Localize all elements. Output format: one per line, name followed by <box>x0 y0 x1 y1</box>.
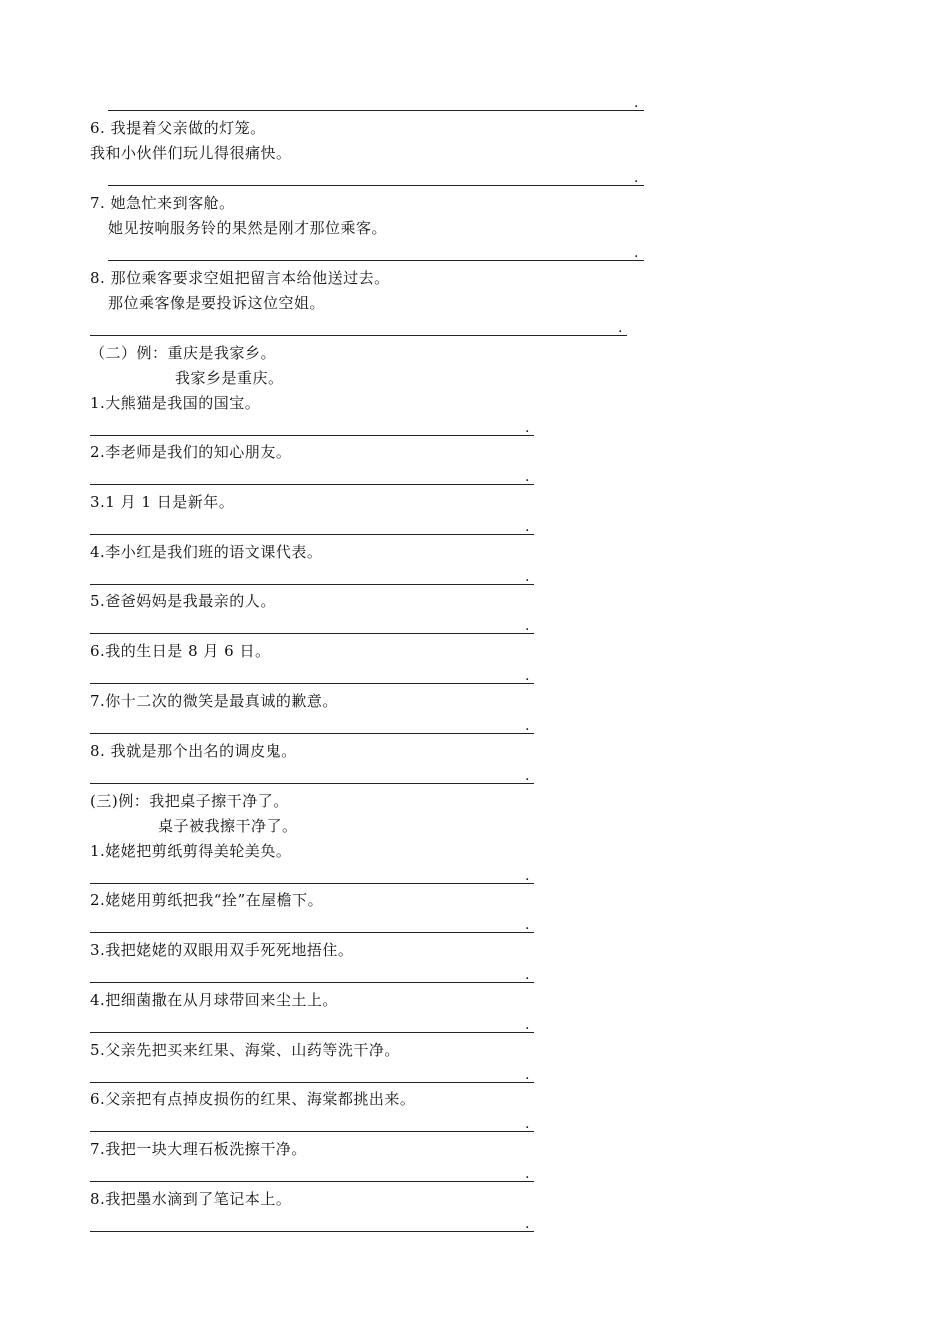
section-2-item-2: 2.李老师是我们的知心朋友。 <box>90 443 292 461</box>
answer-line[interactable] <box>90 1231 534 1232</box>
section-3-item-5: 5.父亲先把买来红果、海棠、山药等洗干净。 <box>90 1041 400 1059</box>
section-3-item-1: 1.姥姥把剪纸剪得美轮美奂。 <box>90 842 292 860</box>
answer-line[interactable] <box>90 932 534 933</box>
line-end-mark: . <box>525 618 530 634</box>
section-3-example-answer: 桌子被我擦干净了。 <box>158 817 298 835</box>
answer-line[interactable] <box>108 185 644 186</box>
answer-line[interactable] <box>90 883 534 884</box>
answer-line[interactable] <box>90 1032 534 1033</box>
line-end-mark: . <box>525 868 530 884</box>
line-end-mark: . <box>525 1067 530 1083</box>
section-3-item-2: 2.姥姥用剪纸把我“拴”在屋檐下。 <box>90 891 324 909</box>
section-2-example-answer: 我家乡是重庆。 <box>175 369 284 387</box>
line-end-mark: . <box>525 1116 530 1132</box>
answer-line[interactable] <box>108 110 644 111</box>
answer-line[interactable] <box>90 484 534 485</box>
section-3-item-4: 4.把细菌撒在从月球带回来尘土上。 <box>90 991 338 1009</box>
answer-line[interactable] <box>90 435 534 436</box>
line-end-mark: . <box>525 718 530 734</box>
question-8-sentence-b: 那位乘客像是要投诉这位空姐。 <box>108 294 326 312</box>
line-end-mark: . <box>525 519 530 535</box>
answer-line[interactable] <box>90 1181 534 1182</box>
section-3-heading: (三)例：我把桌子擦干净了。 <box>90 792 289 810</box>
line-end-mark: . <box>525 1216 530 1232</box>
line-end-mark: . <box>525 668 530 684</box>
question-7-sentence-b: 她见按响服务铃的果然是刚才那位乘客。 <box>108 219 388 237</box>
line-end-mark: . <box>525 917 530 933</box>
line-end-mark: . <box>525 1166 530 1182</box>
section-3-item-7: 7.我把一块大理石板洗擦干净。 <box>90 1140 307 1158</box>
line-end-mark: . <box>525 1017 530 1033</box>
section-2-item-3: 3.1 月 1 日是新年。 <box>90 493 235 511</box>
section-2-item-8: 8. 我就是那个出名的调皮鬼。 <box>90 742 297 760</box>
question-6-sentence-a: 6. 我提着父亲做的灯笼。 <box>90 119 266 137</box>
section-2-heading: （二）例：重庆是我家乡。 <box>90 344 277 362</box>
line-end-mark: . <box>525 569 530 585</box>
answer-line[interactable] <box>90 335 627 336</box>
answer-line[interactable] <box>108 260 644 261</box>
answer-line[interactable] <box>90 733 534 734</box>
answer-line[interactable] <box>90 982 534 983</box>
question-6-sentence-b: 我和小伙伴们玩儿得很痛快。 <box>90 144 292 162</box>
line-end-mark: . <box>634 245 639 261</box>
line-end-mark: . <box>525 967 530 983</box>
line-end-mark: . <box>525 469 530 485</box>
question-7-sentence-a: 7. 她急忙来到客舱。 <box>90 194 235 212</box>
line-end-mark: . <box>525 768 530 784</box>
section-2-item-5: 5.爸爸妈妈是我最亲的人。 <box>90 592 276 610</box>
answer-line[interactable] <box>90 1082 534 1083</box>
section-3-item-8: 8.我把墨水滴到了笔记本上。 <box>90 1190 292 1208</box>
section-3-item-6: 6.父亲把有点掉皮损伤的红果、海棠都挑出来。 <box>90 1090 416 1108</box>
answer-line[interactable] <box>90 783 534 784</box>
answer-line[interactable] <box>90 1131 534 1132</box>
section-3-item-3: 3.我把姥姥的双眼用双手死死地捂住。 <box>90 941 354 959</box>
answer-line[interactable] <box>90 584 534 585</box>
answer-line[interactable] <box>90 534 534 535</box>
question-8-sentence-a: 8. 那位乘客要求空姐把留言本给他送过去。 <box>90 269 390 287</box>
answer-line[interactable] <box>90 683 534 684</box>
line-end-mark: . <box>634 95 639 111</box>
section-2-item-4: 4.李小红是我们班的语文课代表。 <box>90 543 323 561</box>
answer-line[interactable] <box>90 633 534 634</box>
line-end-mark: . <box>634 170 639 186</box>
line-end-mark: . <box>618 320 623 336</box>
section-2-item-7: 7.你十二次的微笑是最真诚的歉意。 <box>90 692 338 710</box>
section-2-item-1: 1.大熊猫是我国的国宝。 <box>90 394 261 412</box>
line-end-mark: . <box>525 420 530 436</box>
section-2-item-6: 6.我的生日是 8 月 6 日。 <box>90 642 271 660</box>
